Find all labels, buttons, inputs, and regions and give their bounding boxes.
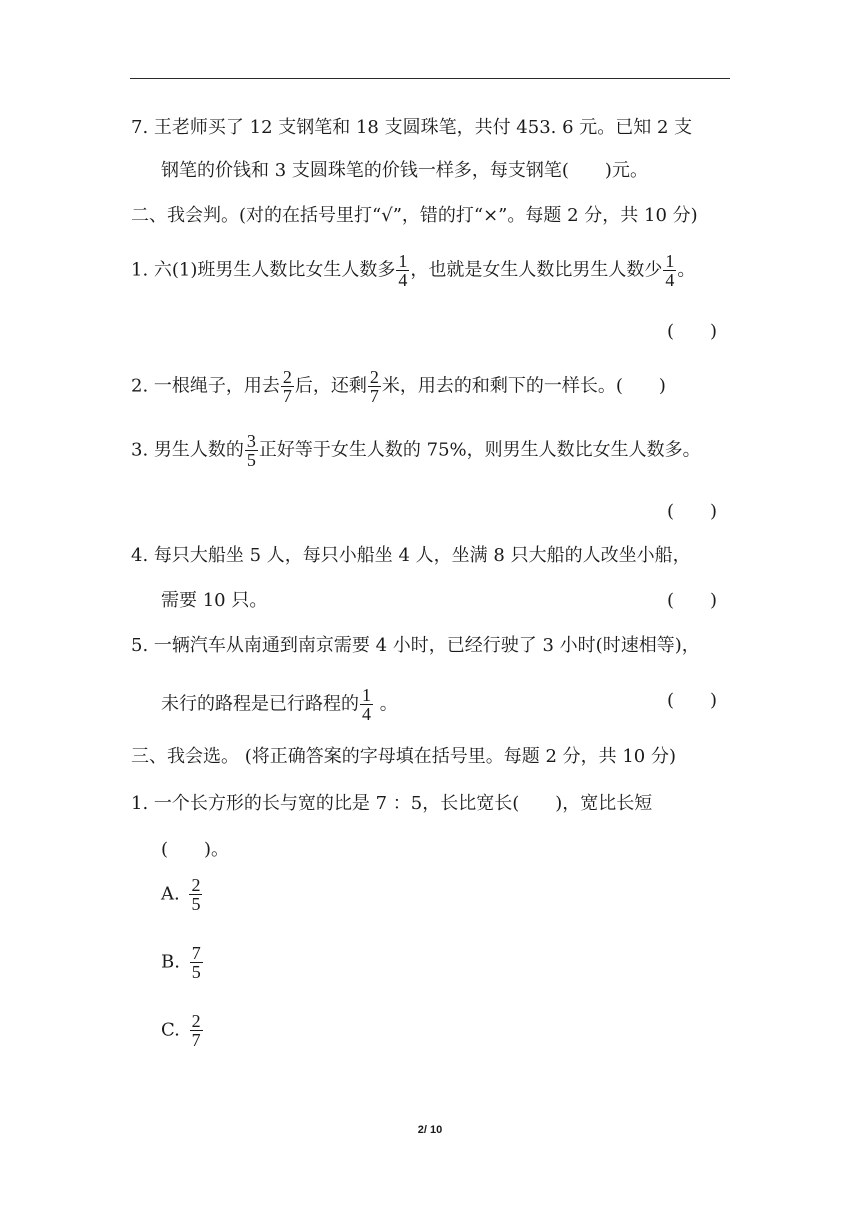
fraction: $\frac{2}{7}$ bbox=[191, 1011, 201, 1050]
q7-line2: 钢笔的价钱和 3 支圆珠笔的价钱一样多，每支钢笔( )元。 bbox=[161, 160, 648, 181]
judge-item-1: 1. 六(1)班男生人数比女生人数多 $\frac{1}{4}$ ，也就是女生人数比男生人数少 $\frac{1}{4}$ 。 bbox=[131, 251, 696, 290]
fraction: $\frac{1}{4}$ bbox=[665, 251, 675, 290]
option-c-label: C. bbox=[161, 1019, 180, 1041]
option-b[interactable] bbox=[161, 944, 204, 981]
section3-heading: 三、我会选。 (将正确答案的字母填在括号里。每题 2 分，共 10 分) bbox=[131, 746, 677, 767]
judge-item-1-text-a: 1. 六(1)班男生人数比女生人数多 bbox=[131, 259, 396, 281]
fraction: $\frac{2}{7}$ bbox=[282, 367, 292, 406]
option-c[interactable] bbox=[161, 1012, 204, 1049]
option-a[interactable] bbox=[161, 876, 203, 913]
q7-line1: 7. 王老师买了 12 支钢笔和 18 支圆珠笔，共付 453. 6 元。已知 2 支 bbox=[131, 117, 693, 138]
section2-heading: 二、我会判。(对的在括号里打“√”，错的打“×”。每题 2 分，共 10 分) bbox=[131, 205, 698, 226]
judge-item-5-line1: 5. 一辆汽车从南通到南京需要 4 小时，已经行驶了 3 小时(时速相等)， bbox=[131, 635, 700, 656]
judge-item-4-line1: 4. 每只大船坐 5 人，每只小船坐 4 人，坐满 8 只大船的人改坐小船， bbox=[131, 545, 691, 566]
judge-item-4-line2: 需要 10 只。 bbox=[161, 590, 268, 611]
fraction: $\frac{2}{7}$ bbox=[369, 367, 379, 406]
page-number: 2/ 10 bbox=[417, 1124, 443, 1136]
answer-paren-3[interactable]: ( ) bbox=[667, 501, 718, 522]
option-a-label: A. bbox=[161, 883, 180, 905]
fraction: $\frac{3}{5}$ bbox=[246, 431, 256, 470]
answer-paren-5[interactable]: ( ) bbox=[667, 690, 718, 711]
choice-q1-line1: 1. 一个长方形的长与宽的比是 7 ：5，长比宽长( )，宽比长短 bbox=[131, 793, 653, 814]
fraction: $\frac{1}{4}$ bbox=[362, 685, 371, 724]
option-b-label: B. bbox=[161, 951, 180, 973]
judge-item-3: 3. 男生人数的 $\frac{3}{5}$ 正好等于女生人数的 75%，则男生人数比女生人数多。 bbox=[131, 431, 701, 470]
fraction: $\frac{1}{4}$ bbox=[398, 251, 408, 290]
judge-item-5-line2: 未行的路程是已行路程的 $\frac{1}{4}$ 。 bbox=[161, 685, 398, 724]
fraction: $\frac{2}{5}$ bbox=[191, 875, 201, 914]
answer-paren-4[interactable]: ( ) bbox=[667, 590, 718, 611]
judge-item-1-text-b: ，也就是女生人数比男生人数少 bbox=[410, 259, 663, 281]
judge-item-2: 2. 一根绳子，用去 $\frac{2}{7}$ 后，还剩 $\frac{2}{7}$ 米，用去的和剩下的一样长。( ) bbox=[131, 367, 666, 406]
answer-paren-1[interactable]: ( ) bbox=[667, 321, 718, 342]
header-rule bbox=[130, 78, 730, 79]
choice-q1-line2: ( )。 bbox=[161, 839, 230, 860]
fraction: $\frac{7}{5}$ bbox=[191, 943, 201, 982]
